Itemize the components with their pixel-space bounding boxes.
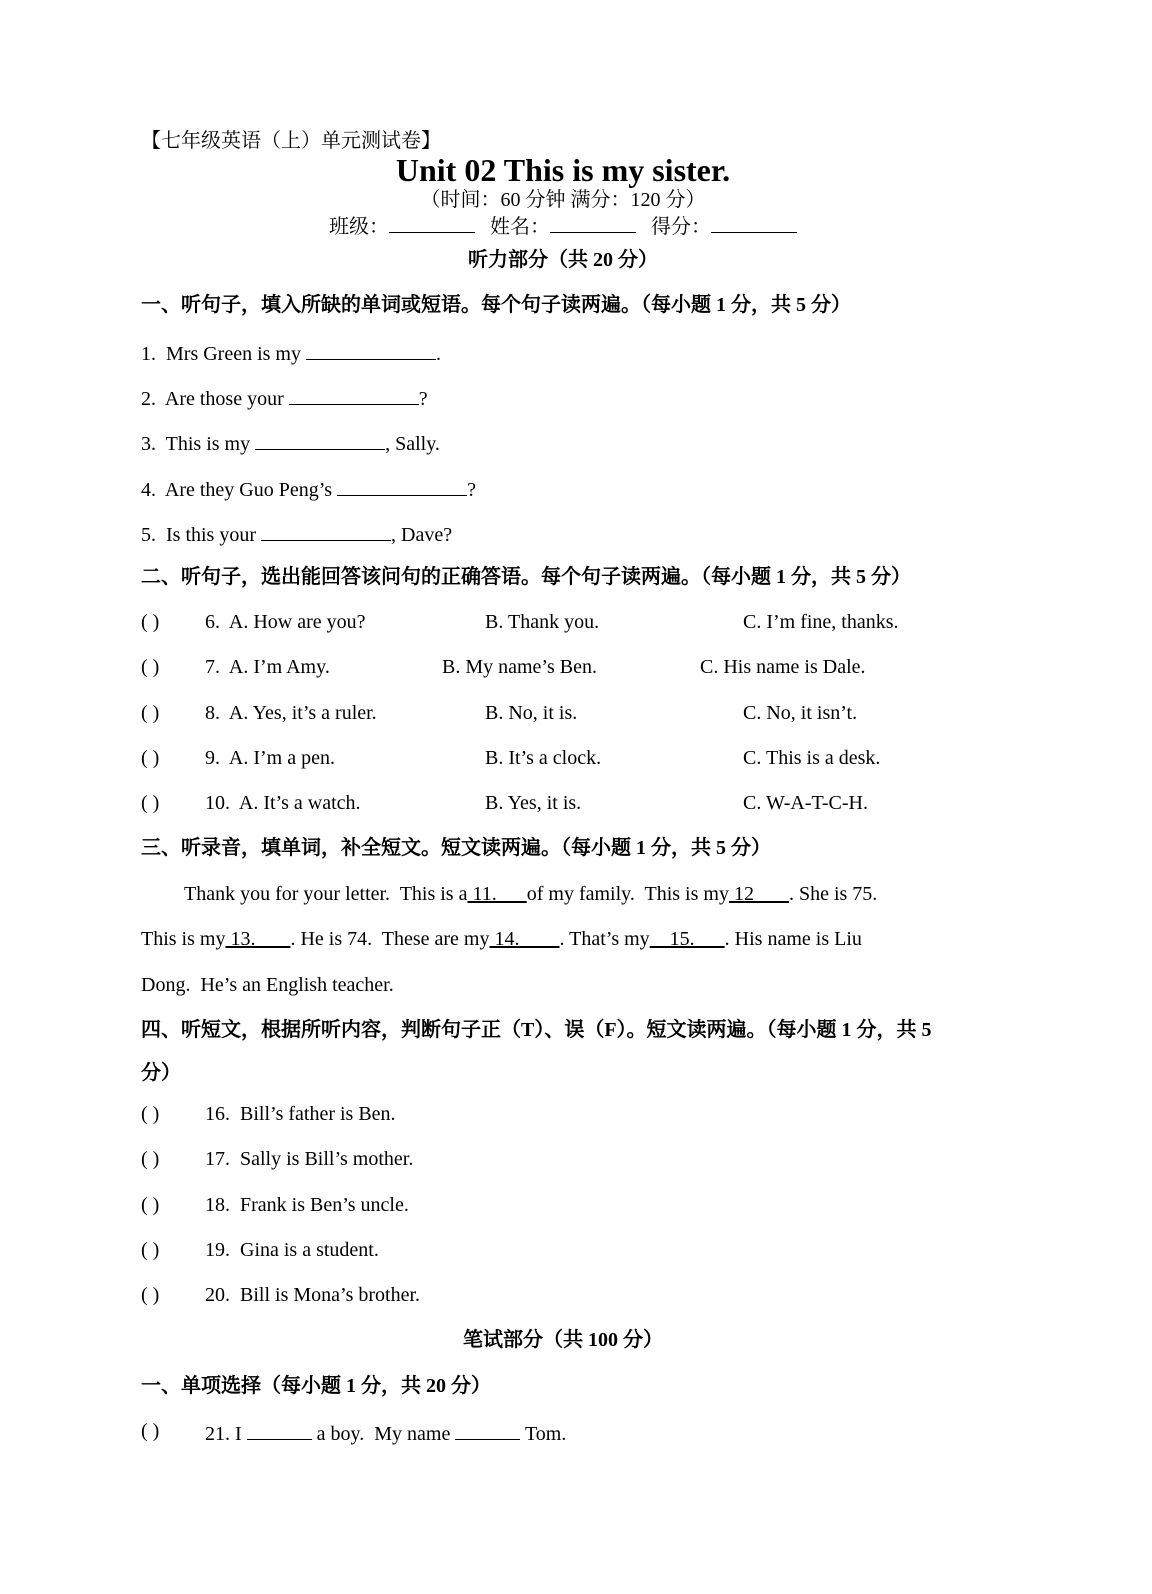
- answer-parentheses[interactable]: ( ): [141, 611, 160, 633]
- option-a: 10. A. It’s a watch.: [205, 792, 361, 814]
- passage-text: Thank you for your letter. This is a: [184, 883, 468, 905]
- score-blank[interactable]: [711, 212, 797, 233]
- name-label: 姓名：: [490, 216, 550, 238]
- passage-text: . His name is Liu: [724, 928, 862, 950]
- question-5: [141, 520, 452, 547]
- student-info-line: [0, 212, 1126, 239]
- option-b: B. My name’s Ben.: [442, 656, 597, 678]
- statement-text: 17. Sally is Bill’s mother.: [205, 1148, 414, 1170]
- question-text: 2. Are those your: [141, 388, 289, 410]
- answer-blank[interactable]: [247, 1419, 312, 1440]
- answer-parentheses[interactable]: ( ): [141, 792, 160, 814]
- passage-blank-12[interactable]: 12: [728, 883, 789, 905]
- option-b: B. It’s a clock.: [485, 747, 602, 769]
- section4-heading-cont: 分）: [141, 1062, 181, 1084]
- name-blank[interactable]: [550, 212, 636, 233]
- question-text-end: .: [435, 343, 441, 365]
- class-blank[interactable]: [389, 212, 475, 233]
- answer-blank[interactable]: [337, 475, 467, 496]
- passage-text: . He is 74. These are my: [290, 928, 490, 950]
- score-label: 得分：: [651, 216, 711, 238]
- passage-text: This is my: [141, 928, 226, 950]
- question-text-start: 21. I: [205, 1423, 247, 1445]
- answer-parentheses[interactable]: ( ): [141, 1420, 160, 1442]
- passage-text: . She is 75.: [788, 883, 878, 905]
- answer-parentheses[interactable]: ( ): [141, 656, 160, 678]
- passage-blank-15[interactable]: 15.: [649, 928, 725, 950]
- answer-parentheses[interactable]: ( ): [141, 747, 160, 769]
- section1-heading: 一、听句子，填入所缺的单词或短语。每个句子读两遍。（每小题 1 分，共 5 分）: [141, 294, 851, 316]
- statement-text: 19. Gina is a student.: [205, 1239, 379, 1261]
- option-b: B. No, it is.: [485, 702, 578, 724]
- question-2: [141, 384, 428, 411]
- option-b: B. Yes, it is.: [485, 792, 582, 814]
- option-b: B. Thank you.: [485, 611, 600, 633]
- written-heading: 笔试部分（共 100 分）: [463, 1329, 663, 1351]
- class-label: 班级：: [329, 216, 389, 238]
- answer-blank[interactable]: [306, 339, 436, 360]
- statement-text: 16. Bill’s father is Ben.: [205, 1103, 396, 1125]
- answer-blank[interactable]: [261, 520, 391, 541]
- question-text-end: , Dave?: [391, 524, 453, 546]
- question-text-end: Tom.: [520, 1423, 567, 1445]
- section3-heading: 三、听录音，填单词，补全短文。短文读两遍。（每小题 1 分，共 5 分）: [141, 837, 771, 859]
- question-text-mid: a boy. My name: [311, 1423, 456, 1445]
- question-1: [141, 339, 441, 366]
- passage-line-2: [141, 927, 862, 951]
- option-a: 8. A. Yes, it’s a ruler.: [205, 702, 377, 724]
- question-4: [141, 475, 476, 502]
- option-a: 6. A. How are you?: [205, 611, 366, 633]
- passage-blank-11[interactable]: 11.: [467, 883, 527, 905]
- question-3: [141, 429, 440, 456]
- passage-line-3: Dong. He’s an English teacher.: [141, 974, 394, 996]
- option-a: 7. A. I’m Amy.: [205, 656, 330, 678]
- answer-blank[interactable]: [289, 384, 419, 405]
- answer-parentheses[interactable]: ( ): [141, 1284, 160, 1306]
- exam-time-score: （时间：60 分钟 满分：120 分）: [420, 189, 706, 211]
- passage-line-1: [184, 882, 877, 906]
- passage-blank-13[interactable]: 13.: [225, 928, 291, 950]
- passage-text: . That’s my: [559, 928, 650, 950]
- answer-blank[interactable]: [455, 1419, 520, 1440]
- answer-blank[interactable]: [255, 429, 385, 450]
- passage-text: of my family. This is my: [526, 883, 729, 905]
- written-section1-heading: 一、单项选择（每小题 1 分，共 20 分）: [141, 1375, 491, 1397]
- option-c: C. No, it isn’t.: [743, 702, 858, 724]
- answer-parentheses[interactable]: ( ): [141, 1103, 160, 1125]
- option-c: C. W-A-T-C-H.: [743, 792, 868, 814]
- question-text: 4. Are they Guo Peng’s: [141, 479, 338, 501]
- exam-series-tag: 【七年级英语（上）单元测试卷】: [141, 130, 441, 152]
- question-text: 3. This is my: [141, 433, 256, 455]
- section2-heading: 二、听句子，选出能回答该问句的正确答语。每个句子读两遍。（每小题 1 分，共 5 分）: [141, 566, 911, 588]
- statement-text: 18. Frank is Ben’s uncle.: [205, 1194, 409, 1216]
- section4-heading: 四、听短文，根据所听内容，判断句子正（T）、误（F）。短文读两遍。（每小题 1 分，共 5: [141, 1019, 932, 1041]
- question-text: 1. Mrs Green is my: [141, 343, 306, 365]
- option-c: C. I’m fine, thanks.: [743, 611, 899, 633]
- answer-parentheses[interactable]: ( ): [141, 1148, 160, 1170]
- answer-parentheses[interactable]: ( ): [141, 1239, 160, 1261]
- option-a: 9. A. I’m a pen.: [205, 747, 335, 769]
- page-title: Unit 02 This is my sister.: [395, 152, 731, 188]
- question-text-end: , Sally.: [385, 433, 440, 455]
- listening-heading: 听力部分（共 20 分）: [468, 249, 658, 271]
- passage-blank-14[interactable]: 14.: [489, 928, 560, 950]
- question-text-end: ?: [467, 479, 476, 501]
- question-text-end: ?: [418, 388, 428, 410]
- statement-text: 20. Bill is Mona’s brother.: [205, 1284, 420, 1306]
- option-c: C. His name is Dale.: [700, 656, 866, 678]
- question-text: 5. Is this your: [141, 524, 261, 546]
- answer-parentheses[interactable]: ( ): [141, 1194, 160, 1216]
- answer-parentheses[interactable]: ( ): [141, 702, 160, 724]
- question-text: [205, 1419, 566, 1446]
- option-c: C. This is a desk.: [743, 747, 881, 769]
